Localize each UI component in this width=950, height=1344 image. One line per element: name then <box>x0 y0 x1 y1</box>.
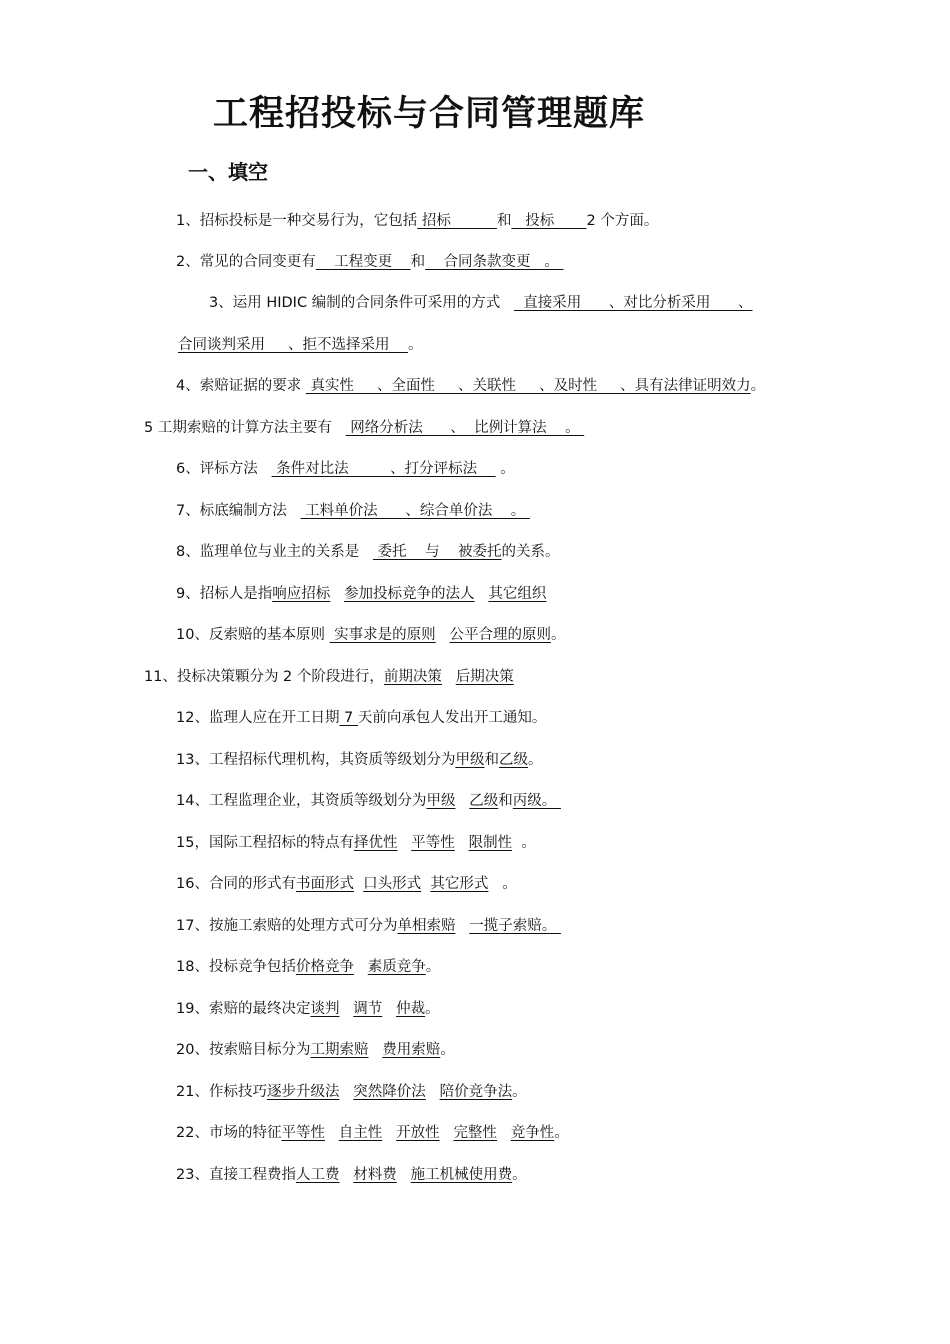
question-text: 1、招标投标是一种交易行为，它包括 <box>176 213 418 229</box>
question-text: 。 <box>407 337 423 353</box>
answer-blank: 丙级。 <box>512 793 561 809</box>
answer-blank: 竞争性 <box>510 1125 555 1141</box>
answer-blank: 工料单价法 、综合单价法 。 <box>300 503 530 519</box>
answer-blank: 仲裁 <box>396 1001 426 1017</box>
question-text <box>455 835 469 851</box>
question-15 <box>176 832 536 854</box>
answer-blank: 择优性 <box>353 835 398 851</box>
answer-blank: 限制性 <box>468 835 513 851</box>
question-16 <box>176 873 517 895</box>
question-text: 5 工期索赔的计算方法主要有 <box>144 420 346 436</box>
answer-blank: 平等性 <box>281 1125 325 1141</box>
answer-blank: 平等性 <box>411 835 455 851</box>
answer-blank: 合同条款变更 。 <box>425 254 564 270</box>
answer-blank: 真实性 、全面性 、关联性 、及时性 、具有法律证明效力 <box>305 378 751 394</box>
question-text: 2 个方面。 <box>586 213 659 229</box>
question-text: 和 <box>410 254 426 270</box>
question-text <box>455 793 469 809</box>
answer-blank: 调节 <box>353 1001 383 1017</box>
answer-blank: 逐步升级法 <box>266 1084 340 1100</box>
answer-blank: 费用索赔 <box>382 1042 441 1058</box>
answer-blank: 直接采用 、对比分析采用 、 <box>514 295 753 311</box>
answer-blank: 谈判 <box>310 1001 340 1017</box>
question-22 <box>176 1122 569 1144</box>
question-text: 3、运用 HIDIC 编制的合同条件可采用的方式 <box>209 295 515 311</box>
answer-blank: 材料费 <box>353 1167 397 1183</box>
question-text: 10、反索赔的基本原则 <box>176 627 330 643</box>
answer-blank: 人工费 <box>295 1167 340 1183</box>
question-text: 和 <box>496 213 512 229</box>
answer-blank: 网络分析法 、 比例计算法 。 <box>345 420 585 436</box>
question-text: 。 <box>488 876 517 892</box>
question-11 <box>144 666 514 688</box>
question-text <box>440 1125 454 1141</box>
answer-blank: 完整性 <box>453 1125 497 1141</box>
question-text: 的关系。 <box>501 544 560 560</box>
answer-blank: 响应招标 <box>272 586 331 602</box>
question-7 <box>176 500 530 522</box>
answer-blank: 一揽子索赔。 <box>469 918 561 934</box>
question-text: 22、市场的特征 <box>176 1125 282 1141</box>
question-text: 2、常见的合同变更有 <box>176 254 316 270</box>
question-text: 。 <box>512 835 536 851</box>
answer-blank: 其它组织 <box>488 586 547 602</box>
question-text: 21、作标技巧 <box>176 1084 267 1100</box>
question-text: 。 <box>527 752 543 768</box>
question-text <box>397 1167 411 1183</box>
answer-blank: 公平合理的原则 <box>449 627 551 643</box>
question-text <box>382 1001 396 1017</box>
question-20 <box>176 1039 455 1061</box>
answer-blank: 乙级 <box>498 752 528 768</box>
answer-blank: 招标 <box>417 213 497 229</box>
question-text: 。 <box>495 461 515 477</box>
answer-blank: 条件对比法 、打分评标法 <box>271 461 496 477</box>
question-text: 17、按施工索赔的处理方式可分为 <box>176 918 398 934</box>
answer-blank: 口头形式 <box>363 876 422 892</box>
answer-blank: 突然降价法 <box>353 1084 426 1100</box>
question-6 <box>176 458 515 480</box>
question-text: 。 <box>512 1084 527 1100</box>
question-17 <box>176 915 561 937</box>
question-18 <box>176 956 440 978</box>
question-text <box>330 586 344 602</box>
document-title: 工程招投标与合同管理题库 <box>213 93 646 134</box>
question-text <box>397 835 411 851</box>
question-text: 。 <box>425 959 441 975</box>
question-text: 。 <box>425 1001 440 1017</box>
question-text <box>382 1125 396 1141</box>
question-19 <box>176 998 440 1020</box>
question-5 <box>144 417 584 439</box>
answer-blank: 书面形式 <box>295 876 354 892</box>
question-text: 14、工程监理企业，其资质等级划分为 <box>176 793 427 809</box>
question-text: 。 <box>554 1125 569 1141</box>
answer-blank: 实事求是的原则 <box>329 627 436 643</box>
question-text: 。 <box>512 1167 527 1183</box>
question-text <box>436 627 450 643</box>
question-text <box>354 876 363 892</box>
question-text: 4、索赔证据的要求 <box>176 378 306 394</box>
question-text: 7、标底编制方法 <box>176 503 301 519</box>
answer-blank: 委托 与 被委托 <box>373 544 502 560</box>
question-text: 11、投标决策顆分为 2 个阶段进行， <box>144 669 384 685</box>
answer-blank: 价格竞争 <box>295 959 354 975</box>
question-text: 。 <box>440 1042 455 1058</box>
question-23 <box>176 1164 527 1186</box>
question-text <box>455 918 469 934</box>
question-text: 9、招标人是指 <box>176 586 273 602</box>
question-2 <box>176 251 563 273</box>
answer-blank: 前期决策 <box>383 669 442 685</box>
question-text <box>354 959 368 975</box>
question-text: 。 <box>750 378 766 394</box>
question-text <box>426 1084 440 1100</box>
question-3 <box>209 292 753 314</box>
answer-blank: 乙级 <box>469 793 499 809</box>
question-12 <box>176 707 546 729</box>
section-heading: 一、填空 <box>188 160 268 184</box>
question-text <box>339 1167 353 1183</box>
answer-blank: 合同谈判采用 、拒不选择采用 <box>178 337 408 353</box>
answer-blank: 施工机械使用费 <box>410 1167 513 1183</box>
question-text: 15，国际工程招标的特点有 <box>176 835 354 851</box>
question-text <box>475 586 489 602</box>
question-text: 天前向承包人发出开工通知。 <box>357 710 547 726</box>
question-3-continued <box>178 334 422 356</box>
answer-blank: 单相索赔 <box>397 918 456 934</box>
answer-blank: 参加投标竞争的法人 <box>344 586 475 602</box>
question-9 <box>176 583 546 605</box>
answer-blank: 其它形式 <box>430 876 489 892</box>
question-text <box>339 1001 353 1017</box>
answer-blank: 工程变更 <box>315 254 411 270</box>
question-4 <box>176 375 765 397</box>
question-text <box>368 1042 382 1058</box>
question-14 <box>176 790 561 812</box>
question-text: 20、按索赔目标分为 <box>176 1042 311 1058</box>
answer-blank: 甲级 <box>426 793 456 809</box>
question-text: 12、监理人应在开工日期 <box>176 710 340 726</box>
question-text: 和 <box>498 793 513 809</box>
question-text <box>497 1125 511 1141</box>
question-text: 23、直接工程费指 <box>176 1167 296 1183</box>
answer-blank: 工期索赔 <box>310 1042 369 1058</box>
question-text: 6、评标方法 <box>176 461 272 477</box>
answer-blank: 自主性 <box>338 1125 383 1141</box>
answer-blank: 投标 <box>511 213 587 229</box>
question-1 <box>176 210 658 232</box>
question-text: 。 <box>551 627 566 643</box>
question-text: 和 <box>484 752 499 768</box>
answer-blank: 素质竞争 <box>367 959 426 975</box>
question-text <box>339 1084 353 1100</box>
question-8 <box>176 541 560 563</box>
question-text: 8、监理单位与业主的关系是 <box>176 544 374 560</box>
question-text: 13、工程招标代理机构，其资质等级划分为 <box>176 752 456 768</box>
question-10 <box>176 624 566 646</box>
answer-blank: 甲级 <box>455 752 485 768</box>
question-text <box>442 669 456 685</box>
question-13 <box>176 749 542 771</box>
answer-blank: 后期决策 <box>455 669 514 685</box>
question-text <box>325 1125 339 1141</box>
question-text <box>421 876 430 892</box>
question-text: 16、合同的形式有 <box>176 876 296 892</box>
answer-blank: 陪价竞争法 <box>439 1084 513 1100</box>
question-21 <box>176 1081 527 1103</box>
question-text: 19、索赔的最终决定 <box>176 1001 311 1017</box>
question-text: 18、投标竞争包括 <box>176 959 296 975</box>
answer-blank: 7 <box>339 710 358 726</box>
answer-blank: 开放性 <box>396 1125 440 1141</box>
